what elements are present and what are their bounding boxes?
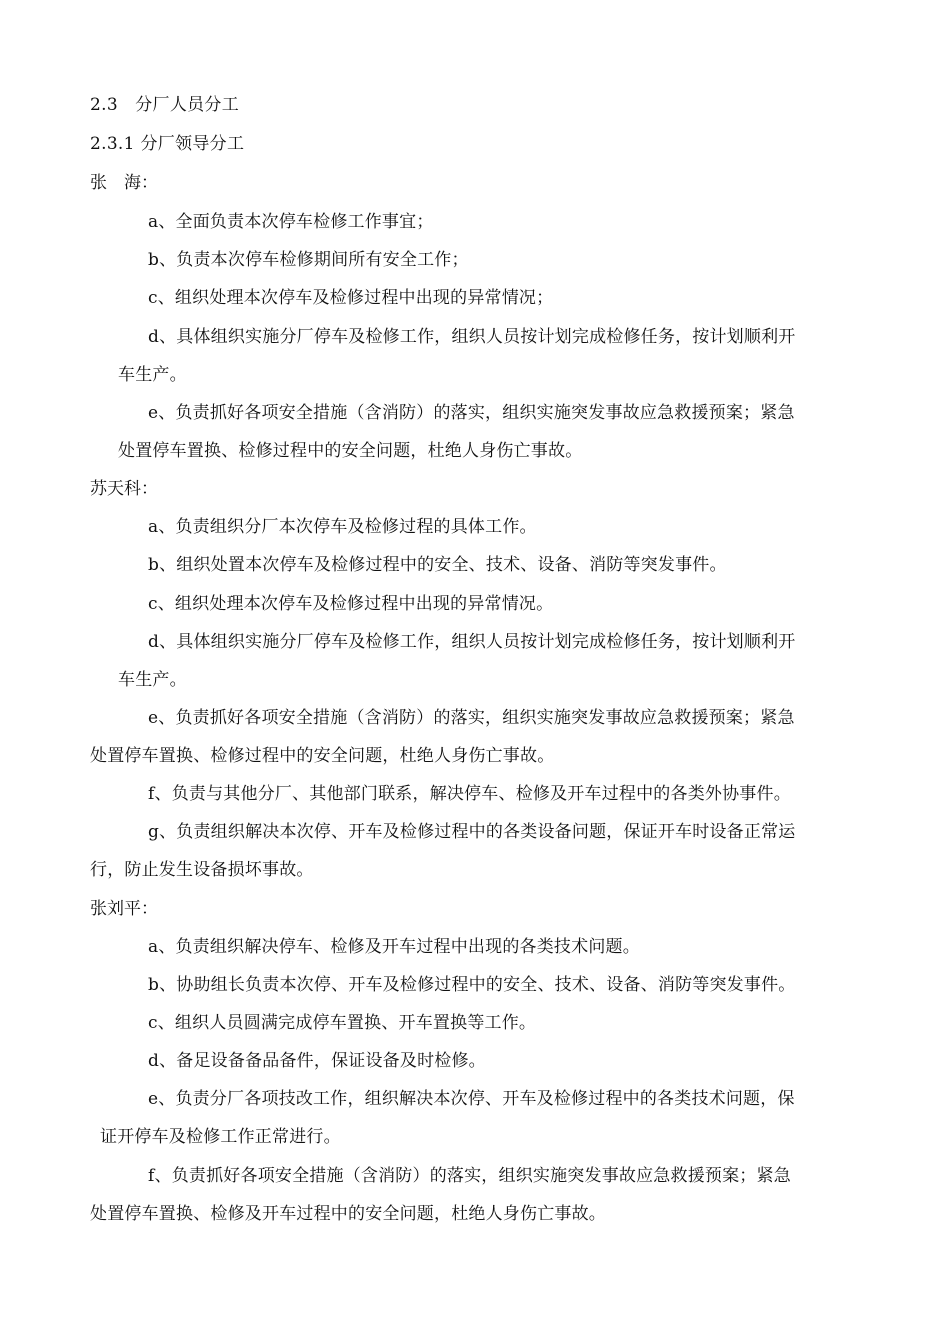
duty-item: f、负责抓好各项安全措施（含消防）的落实，组织实施突发事故应急救援预案；紧急 (148, 1166, 791, 1186)
subsection-heading: 2.3.1 分厂领导分工 (90, 134, 245, 154)
duty-item: c、组织处理本次停车及检修过程中出现的异常情况； (148, 288, 554, 308)
duty-item-continuation: 车生产。 (118, 365, 187, 385)
duty-item-continuation: 处置停车置换、检修及开车过程中的安全问题，杜绝人身伤亡事故。 (90, 1204, 606, 1224)
duty-item: a、负责组织解决停车、检修及开车过程中出现的各类技术问题。 (148, 937, 640, 957)
duty-item: b、协助组长负责本次停、开车及检修过程中的安全、技术、设备、消防等突发事件。 (148, 975, 796, 995)
duty-item: c、组织处理本次停车及检修过程中出现的异常情况。 (148, 594, 554, 614)
duty-item: d、具体组织实施分厂停车及检修工作，组织人员按计划完成检修任务，按计划顺利开 (148, 327, 796, 347)
duty-item: b、负责本次停车检修期间所有安全工作； (148, 250, 469, 270)
duty-item-continuation: 处置停车置换、检修过程中的安全问题，杜绝人身伤亡事故。 (118, 441, 583, 461)
person-name: 苏天科： (90, 479, 158, 499)
duty-item: f、负责与其他分厂、其他部门联系，解决停车、检修及开车过程中的各类外协事件。 (148, 784, 791, 804)
section-heading: 2.3 分厂人员分工 (90, 95, 240, 115)
duty-item: d、具体组织实施分厂停车及检修工作，组织人员按计划完成检修任务，按计划顺利开 (148, 632, 796, 652)
duty-item: g、负责组织解决本次停、开车及检修过程中的各类设备问题，保证开车时设备正常运 (148, 822, 796, 842)
duty-item: e、负责分厂各项技改工作，组织解决本次停、开车及检修过程中的各类技术问题，保 (148, 1089, 795, 1109)
duty-item-continuation: 车生产。 (118, 670, 187, 690)
duty-item-continuation: 处置停车置换、检修过程中的安全问题，杜绝人身伤亡事故。 (90, 746, 555, 766)
duty-item: c、组织人员圆满完成停车置换、开车置换等工作。 (148, 1013, 537, 1033)
person-name: 张刘平： (90, 899, 158, 919)
duty-item: d、备足设备备品备件，保证设备及时检修。 (148, 1051, 486, 1071)
duty-item-continuation: 证开停车及检修工作正常进行。 (100, 1127, 341, 1147)
duty-item-continuation: 行，防止发生设备损坏事故。 (90, 860, 314, 880)
duty-item: e、负责抓好各项安全措施（含消防）的落实，组织实施突发事故应急救援预案；紧急 (148, 708, 795, 728)
duty-item: a、全面负责本次停车检修工作事宜； (148, 212, 434, 232)
duty-item: e、负责抓好各项安全措施（含消防）的落实，组织实施突发事故应急救援预案；紧急 (148, 403, 795, 423)
person-name: 张 海： (90, 173, 158, 193)
duty-item: b、组织处置本次停车及检修过程中的安全、技术、设备、消防等突发事件。 (148, 555, 727, 575)
duty-item: a、负责组织分厂本次停车及检修过程的具体工作。 (148, 517, 537, 537)
